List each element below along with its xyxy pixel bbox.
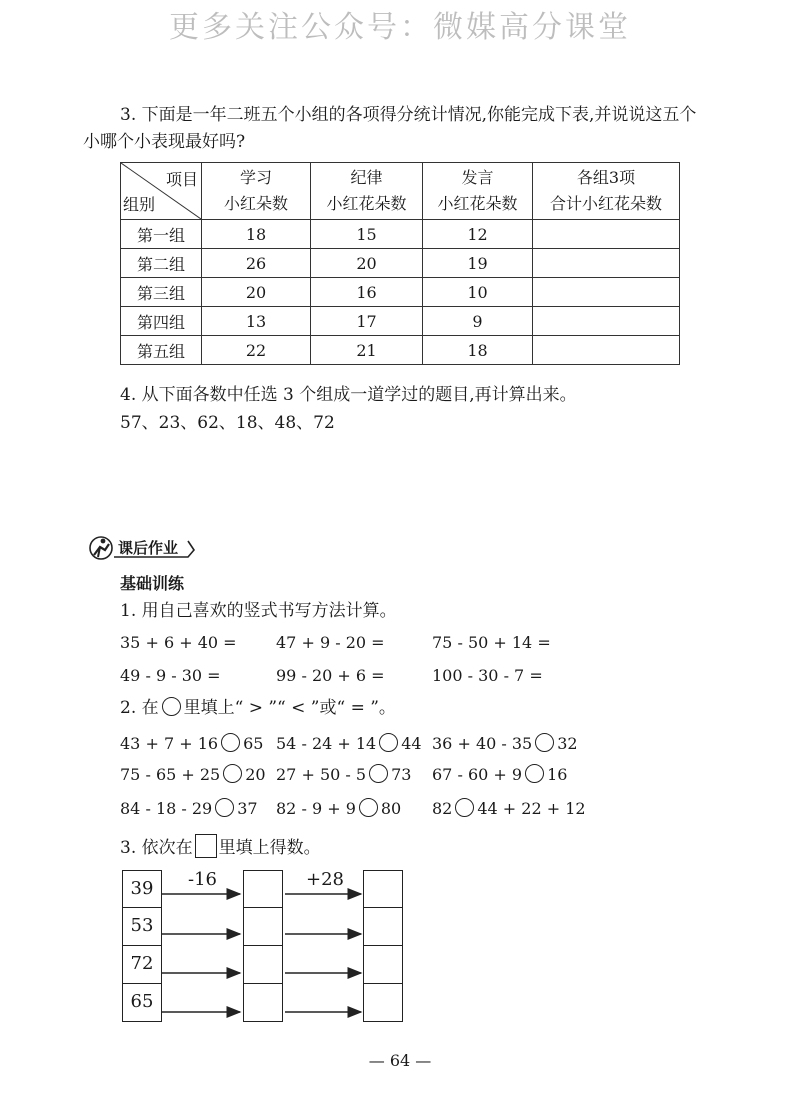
hw-q1-expr: 47 + 9 - 20 = <box>276 633 385 652</box>
homework-badge <box>88 535 200 561</box>
hw-q1-expr: 35 + 6 + 40 = <box>120 633 237 652</box>
total-blank-cell[interactable] <box>533 249 680 278</box>
start-value: 39 <box>122 870 162 908</box>
section-subtitle: 基础训练 <box>120 574 185 593</box>
compare-circle[interactable] <box>359 798 378 817</box>
compare-item: 82 - 9 + 9 80 <box>276 799 402 818</box>
total-blank-cell[interactable] <box>533 307 680 336</box>
q4-text: 4. 从下面各数中任选 3 个组成一道学过的题目,再计算出来。 <box>120 385 577 405</box>
corner-label-group: 组别 <box>123 195 156 214</box>
compare-item: 82 44 + 22 + 12 <box>432 799 586 818</box>
total-blank-cell[interactable] <box>533 278 680 307</box>
q3-text-line1: 3. 下面是一年二班五个小组的各项得分统计情况,你能完成下表,并说说这五个 <box>120 105 697 125</box>
hw-q1-expr: 100 - 30 - 7 = <box>432 666 543 685</box>
compare-circle[interactable] <box>223 764 242 783</box>
total-blank-cell[interactable] <box>533 336 680 365</box>
compare-item: 54 - 24 + 14 44 <box>276 734 422 753</box>
table-row: 第三组 20 16 10 <box>121 278 680 307</box>
start-value: 53 <box>122 908 162 946</box>
compare-item: 43 + 7 + 16 65 <box>120 734 264 753</box>
hw-q1-text: 1. 用自己喜欢的竖式书写方法计算。 <box>120 601 397 621</box>
table-row: 第一组 18 15 12 <box>121 220 680 249</box>
circle-blank-icon <box>162 697 181 716</box>
compare-item: 67 - 60 + 9 16 <box>432 765 568 784</box>
total-blank-cell[interactable] <box>533 220 680 249</box>
page-number: — 64 — <box>368 1051 432 1070</box>
hw-q2-text: 2. 在 里填上“ > ”“ < ”或“ = ”。 <box>120 698 396 718</box>
q3-text-line2: 小哪个小表现最好吗? <box>83 132 246 152</box>
hw-q1-expr: 75 - 50 + 14 = <box>432 633 551 652</box>
compare-item: 84 - 18 - 29 37 <box>120 799 258 818</box>
start-column <box>122 870 162 1022</box>
arrows <box>160 870 370 1025</box>
table-row: 第五组 22 21 18 <box>121 336 680 365</box>
corner-label-item: 项目 <box>165 170 198 189</box>
hw-q3-text: 3. 依次在 里填上得数。 <box>120 834 321 859</box>
header-speech: 发言 小红花朵数 <box>423 163 533 220</box>
compare-circle[interactable] <box>369 764 388 783</box>
compare-circle[interactable] <box>535 733 554 752</box>
hw-q1-expr: 99 - 20 + 6 = <box>276 666 385 685</box>
table-row: 第二组 26 20 19 <box>121 249 680 278</box>
compare-item: 36 + 40 - 35 32 <box>432 734 578 753</box>
start-value: 72 <box>122 946 162 984</box>
score-table <box>120 162 680 365</box>
compare-item: 27 + 50 - 5 73 <box>276 765 412 784</box>
hw-q1-expr: 49 - 9 - 30 = <box>120 666 221 685</box>
compare-item: 75 - 65 + 25 20 <box>120 765 266 784</box>
homework-badge-label: 课后作业 <box>118 539 179 557</box>
compare-circle[interactable] <box>221 733 240 752</box>
operation-label-add: +28 <box>306 869 344 890</box>
table-corner-cell <box>121 163 202 220</box>
watermark: 更多关注公众号：微媒高分课堂 <box>169 10 631 45</box>
header-total: 各组3项 合计小红花朵数 <box>533 163 680 220</box>
compare-circle[interactable] <box>455 798 474 817</box>
operation-label-subtract: -16 <box>188 869 217 890</box>
start-value: 65 <box>122 984 162 1022</box>
compare-circle[interactable] <box>215 798 234 817</box>
compare-circle[interactable] <box>379 733 398 752</box>
header-discipline: 纪律 小红花朵数 <box>311 163 423 220</box>
q4-numbers: 57、23、62、18、48、72 <box>120 413 335 433</box>
table-row: 第四组 13 17 9 <box>121 307 680 336</box>
compare-circle[interactable] <box>525 764 544 783</box>
header-study: 学习 小红朵数 <box>202 163 311 220</box>
square-blank-icon <box>195 834 217 858</box>
